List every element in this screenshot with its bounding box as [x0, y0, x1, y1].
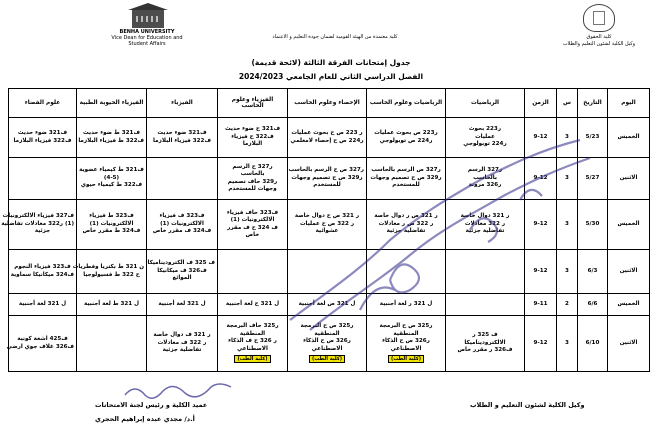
schedule-title: جدول إمتحانات الفرقة الثالثة (لائحة قديمة) [251, 58, 411, 67]
cell-line: ر 321 ف دوال خاصة [153, 332, 211, 339]
cell-line: ف 324 ح ف مقرر [227, 224, 278, 231]
cell-stat-cs [288, 316, 367, 372]
cell-line: ر329 حاف تصميم [227, 178, 278, 185]
cell-line: ر 322 ص ح عمليات [299, 220, 355, 227]
cell-biophys [77, 200, 147, 250]
cell-space [9, 250, 77, 294]
faculty-badge: (كلية الطب) [309, 355, 345, 363]
cell-line: الالكترونيات (1) [160, 220, 204, 227]
cell-math-cs [367, 200, 446, 250]
cell-math [446, 250, 525, 294]
right-org-line2: وكيل الكلية لشئون التعليم والطلاب [562, 41, 636, 47]
cell-line: ف322 ط فيزياء البلازما [78, 137, 144, 144]
cell-count: 3 [557, 316, 578, 372]
cell-line: ف 325 ف الكتروديناميكا [147, 260, 215, 267]
cell-line: ر325 حاف البرمجة [226, 323, 279, 330]
cell-line: عمليات [475, 133, 495, 140]
left-header [92, 2, 202, 47]
cell-line: ر327 ص الرسم بالحاسب [371, 167, 441, 174]
cell-line: ر224 ص ح إحصاء لامعلمي [290, 137, 364, 144]
cell-day: الاثنين [608, 158, 650, 200]
exam-schedule-table [1, 88, 650, 372]
cell-line: عشوائية [315, 228, 339, 235]
table-row [9, 158, 650, 200]
cell-phys-cs [218, 118, 288, 158]
cell-line: ل 321 ر لغة أجنبية [379, 300, 433, 307]
cell-stat-cs [288, 118, 367, 158]
cell-line: ف322 فيزياء البلازما [153, 137, 211, 144]
cell-line: ل 321 لغة أجنبية [158, 300, 206, 307]
cell-math [446, 158, 525, 200]
cell-phys [147, 294, 218, 316]
cell-count: 3 [557, 118, 578, 158]
cell-stat-cs [288, 250, 367, 294]
cell-line: ف321 ضوء حديث [17, 130, 68, 137]
cell-day: الاثنين [608, 250, 650, 294]
header-day: اليوم [608, 89, 650, 118]
header-phys: الفيزياء [147, 89, 218, 118]
cell-line: ف321 ح ضوء حديث [224, 126, 281, 133]
handwritten-signature-icon [120, 380, 240, 402]
cell-line: ر325 ص ح البرمجة [379, 323, 433, 330]
cell-math-cs [367, 294, 446, 316]
header-math-cs: الرياضيات وعلوم الحاسب [367, 89, 446, 118]
header-date: التاريخ [578, 89, 608, 118]
cell-line: ر329 ص ح تصميم وجهات [370, 174, 442, 181]
cell-line: ف321 ط كيمياء عضوية [79, 167, 144, 174]
cell-line: ف324 ط مقرر خاص [82, 228, 141, 235]
cell-line: الالكترونيات (1) [89, 220, 134, 227]
cell-stat-cs [288, 158, 367, 200]
vice-dean-signature-title: وكيل الكلية لشئون التعليم و الطلاب [470, 401, 585, 409]
cell-line: ر 326 ح ف الذكاء [228, 338, 277, 345]
cell-line: خاص [245, 231, 260, 238]
cell-space [9, 294, 77, 316]
cell-phys-cs [218, 316, 288, 372]
cell-line: الاصطناعي [390, 345, 422, 352]
cell-math-cs [367, 316, 446, 372]
cell-day: الخميس [608, 118, 650, 158]
dean-name: أ.د/ مجدي عبده إبراهيم الحجري [95, 415, 195, 423]
header-biophys: الفيزياء الحيوية الطبية [77, 89, 147, 118]
cell-count: 3 [557, 250, 578, 294]
cell-phys [147, 200, 218, 250]
faculty-badge: (كلية الطب) [388, 355, 424, 363]
cell-time: 9-12 [525, 316, 557, 372]
cell-space [6, 316, 77, 372]
cell-line: ن 321 ط بكتريا وفطريات [72, 264, 144, 271]
cell-line: ر326 ص ح الذكاء [303, 338, 351, 345]
cell-date: 6/10 [578, 316, 608, 372]
semester-title: الفصل الدراسي الثاني للعام الجامعي 2024/2023 [238, 72, 424, 81]
cell-math-cs [367, 158, 446, 200]
cell-biophys [72, 250, 147, 294]
cell-line: ر 322 معادلات [464, 220, 506, 227]
cell-line: المنطقية [393, 330, 419, 337]
cell-line: ف326 غلاف جوي ارضي [6, 343, 74, 350]
left-org-line1: BENHA UNIVERSITY [119, 29, 175, 35]
cell-line: ف321 ضوء حديث [157, 130, 207, 137]
cell-line: ر329 ص ح تصميم وجهات [291, 174, 363, 181]
cell-space [9, 118, 77, 158]
cell-space [9, 158, 77, 200]
cell-math [446, 200, 525, 250]
table-header-row [9, 89, 650, 118]
cell-phys-cs [218, 250, 288, 294]
cell-line: ل 321 ص لغة أجنبية [298, 300, 356, 307]
header-time: الزمن [525, 89, 557, 118]
cell-line: ف322 ح فيزياء [231, 133, 274, 140]
cell-line: تفاضلية جزئية [465, 228, 505, 235]
cell-count: 2 [557, 294, 578, 316]
cell-line: ر 223 ص ح بحوث عمليات [291, 130, 363, 137]
cell-time: 9-12 [525, 158, 557, 200]
cell-space [1, 200, 77, 250]
cell-count: 3 [557, 158, 578, 200]
cell-line: بالحاسب [240, 171, 265, 178]
cell-line: ف322 فيزياء البلازما [13, 137, 72, 144]
header-count: س [557, 89, 578, 118]
cell-line: ف323 ف فيزياء [159, 213, 205, 220]
cell-line: ر 321 ص ح دوال خاصة [294, 213, 360, 220]
right-org-line1: كلية الحقوق [586, 34, 612, 40]
faculty-badge: (كلية الطب) [234, 355, 270, 363]
cell-line: ل 321 ط لغة أجنبية [84, 300, 139, 307]
cell-math-cs [367, 250, 446, 294]
cell-line: الموائع [172, 275, 192, 282]
left-org-line3: Student Affairs [128, 41, 166, 47]
table-row [9, 294, 650, 316]
cell-line: الاصطناعي [311, 345, 343, 352]
cell-phys-cs [218, 294, 288, 316]
cell-phys-cs [218, 200, 288, 250]
dean-signature-title: عميد الكلية و رئيس لجنة الامتحانات [95, 401, 208, 409]
cell-stat-cs [288, 200, 367, 250]
cell-line: ف327 فيزياء الالكترونيات [2, 213, 74, 220]
cell-line: ل 321 ح لغة أجنبية [225, 300, 280, 307]
cell-line: ر325 ص ح البرمجة [300, 323, 354, 330]
cell-math [446, 316, 525, 372]
cell-line: الاصطناعي [237, 345, 268, 352]
cell-phys [147, 158, 218, 200]
cell-biophys [77, 118, 147, 158]
right-header [544, 4, 654, 48]
table-row [9, 316, 650, 372]
table-row [9, 200, 650, 250]
cell-line: ل 321 لغة أجنبية [18, 300, 67, 307]
cell-line: ر 321 ص ر دوال خاصة [374, 213, 438, 220]
cell-line: الالكترونيات (1) [230, 217, 275, 224]
cell-line: ر326 مرونة [468, 182, 502, 189]
cell-date: 6/6 [578, 294, 608, 316]
cell-day: الاثنين [608, 316, 650, 372]
header-phys-cs: الفيزياء وعلوم الحاسب [218, 89, 288, 118]
table-row [9, 118, 650, 158]
cell-line: تفاضلية جزئية [386, 228, 426, 235]
cell-line: ر 322 ص ر معادلات [378, 220, 434, 227]
cell-line: ف324 ميكانيكا سماوية [10, 271, 74, 278]
cell-line: بالحاسب [473, 174, 497, 181]
cell-biophys [77, 294, 147, 316]
cell-line: ف 325 ر [472, 332, 498, 339]
cell-line: ف425 اشعة كونية [17, 336, 68, 343]
cell-line: ر327 الرسم [467, 167, 503, 174]
cell-line: ف323 ط فيزياء [89, 213, 134, 220]
cell-line: (1) ر322 معادلات تفاضلية [1, 220, 74, 227]
cell-phys [147, 316, 218, 372]
cell-line: ر327 ح الرسم [232, 163, 273, 170]
cell-stat-cs [288, 294, 367, 316]
cell-line: للمستخدم [313, 182, 341, 189]
cell-time: 9-11 [525, 294, 557, 316]
cell-count: 3 [557, 200, 578, 250]
cell-line: ر223 بحوث [468, 126, 502, 133]
cell-line: جزئية [34, 228, 51, 235]
cell-line: للمستخدم [392, 182, 420, 189]
cell-line: ف323 حاف فيزياء [226, 209, 279, 216]
cell-time: 9-12 [525, 118, 557, 158]
cell-line: الالكتروديناميكا [464, 339, 506, 346]
cell-math [446, 118, 525, 158]
cell-line: ف324 ف مقرر خاص [152, 228, 212, 235]
cell-line: ف321 ط ضوء حديث [83, 130, 140, 137]
university-logo-icon [112, 2, 182, 28]
faculty-logo-icon [583, 4, 615, 32]
cell-line: البلازما [242, 141, 263, 148]
cell-date: 5/23 [578, 118, 608, 158]
table-row [9, 250, 650, 294]
cell-line: المنطقية [314, 330, 340, 337]
cell-biophys [77, 316, 147, 372]
header-math: الرياضيات [446, 89, 525, 118]
cell-line: ر327 ص ح الرسم بالحاسب [288, 167, 364, 174]
cell-date: 5/27 [578, 158, 608, 200]
cell-time: 9-12 [525, 200, 557, 250]
cell-line: ر224 ص توبولوجي [379, 137, 433, 144]
cell-phys [147, 250, 218, 294]
cell-day: الخميس [608, 200, 650, 250]
cell-line: تفاضلية جزئية [162, 347, 202, 354]
cell-line: ف326 ف ميكانيكا [157, 267, 207, 274]
left-org-line2: Vice Dean for Education and [111, 35, 183, 41]
cell-line: ر 322 ف معادلات [157, 339, 207, 346]
cell-time: 9-12 [525, 250, 557, 294]
cell-date: 6/3 [578, 250, 608, 294]
cell-math-cs [367, 118, 446, 158]
cell-line: ر224 توبولوجي [463, 141, 507, 148]
cell-biophys [77, 158, 147, 200]
cell-line: ف323 فيزياء النجوم [14, 264, 71, 271]
accreditation-text: كلية معتمدة من الهيئة القومية لضمان جودة التعليم و الاعتماد [272, 34, 398, 40]
cell-line: (4-5) [103, 174, 120, 181]
header-space: علوم الفضاء [9, 89, 77, 118]
cell-day: الخميس [608, 294, 650, 316]
header-stat-cs: الإحصاء وعلوم الحاسب [288, 89, 367, 118]
cell-line: ف326 ر مقرر خاص [457, 347, 513, 354]
cell-math [446, 294, 525, 316]
cell-line: ف322 ط كيمياء حيوي [80, 182, 143, 189]
cell-phys [147, 118, 218, 158]
cell-date: 5/30 [578, 200, 608, 250]
cell-line: ر223 ص بحوث عمليات [374, 130, 438, 137]
cell-line: ر326 ص ح الذكاء [382, 338, 430, 345]
cell-phys-cs [218, 158, 288, 200]
cell-line: المنطقية [239, 330, 266, 337]
cell-line: وجهات للمستخدم [228, 185, 277, 192]
cell-line: ح 322 ط فسيولوجيا [83, 271, 140, 278]
cell-line: ر 321 دوال خاصة [460, 213, 510, 220]
